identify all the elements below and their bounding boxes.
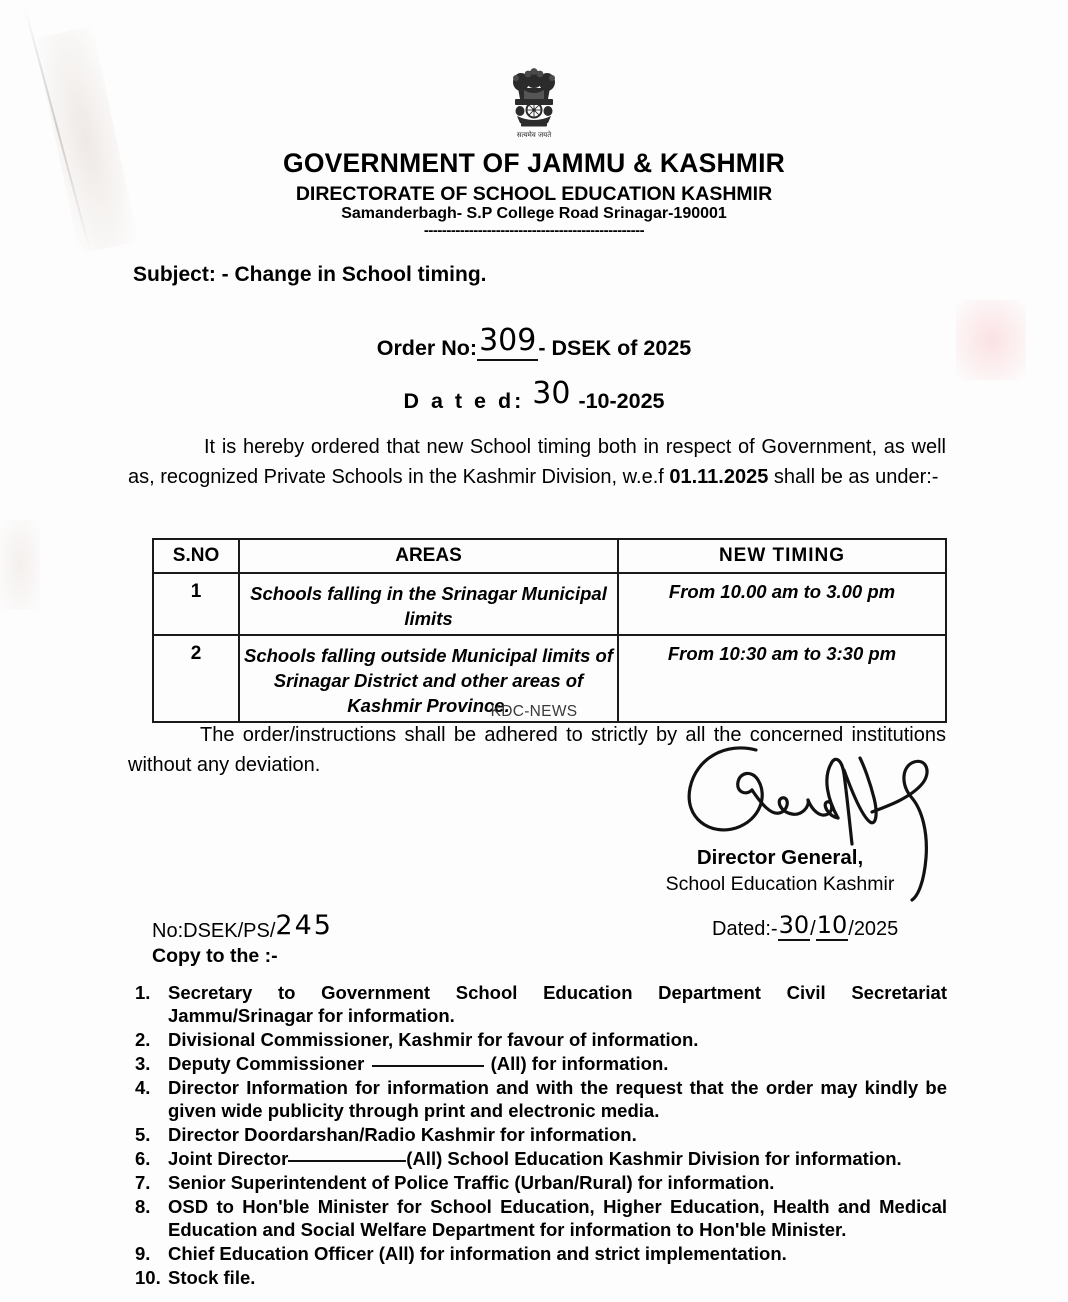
list-item-number: 3. [135,1053,151,1074]
emblem-motto-text: सत्यमेव जयते [516,131,552,139]
office-address: Samanderbagh- S.P College Road Srinagar-190001 [341,205,727,222]
signatory-department: School Education Kashmir [665,873,895,895]
directorate-title: DIRECTORATE OF SCHOOL EDUCATION KASHMIR [295,183,773,205]
order-number-handwritten-value: 309 [477,323,538,361]
reference-number-handwritten-value: 245 [275,910,333,941]
list-item [135,1123,947,1146]
list-item [135,981,947,1027]
order-body-text-part2: shall be as under:- [768,466,939,488]
list-item-text-after: (All) School Education Kashmir Division for information. [406,1148,902,1169]
list-item-text: OSD to Hon'ble Minister for School Education, Higher Education, Health and Medical Education and Social Welfare Department for information to Hon'ble Minister. [168,1196,947,1240]
reference-number-line [152,910,333,944]
reference-date-day: 30 [778,911,810,939]
order-date-rest: -10-2025 [578,389,665,413]
list-item-text: Divisional Commissioner, Kashmir for favour of information. [168,1029,699,1050]
fill-in-blank [372,1065,484,1067]
order-date-label: D a t e d: [403,389,525,413]
table-cell-sno: 1 [153,573,239,635]
government-title: GOVERNMENT OF JAMMU & KASHMIR [283,148,785,178]
list-item [135,1052,947,1075]
table-cell-sno: 2 [153,635,239,722]
order-body-paragraph [128,432,946,492]
table-header-row [153,539,946,573]
table-row [153,573,946,635]
scan-smudge-bottomleft-artifact [0,520,40,610]
school-timing-table [152,538,947,723]
table-cell-timing: From 10:30 am to 3:30 pm [618,635,946,722]
list-item-number: 6. [135,1148,151,1169]
reference-number-prefix: No:DSEK/PS/ [152,920,276,942]
list-item [135,1028,947,1051]
table-header-new-timing: NEW TIMING [618,539,946,573]
list-item-number: 8. [135,1196,151,1217]
reference-date-separator-1: / [810,918,816,940]
list-item [135,1147,947,1170]
reference-date-prefix: Dated:- [712,918,778,940]
signatory-title: Director General, [696,846,864,869]
copy-distribution-list [135,981,947,1290]
closing-paragraph-text: The order/instructions shall be adhered to strictly by all the concerned institutions without any deviation. [128,724,946,776]
list-item-number: 9. [135,1243,151,1264]
list-item-text-after: (All) for information. [485,1053,669,1074]
order-effective-date: 01.11.2025 [669,466,769,488]
emblem-container [0,66,1068,145]
list-item-text: Senior Superintendent of Police Traffic (Urban/Rural) for information. [168,1172,775,1193]
table-cell-timing: From 10.00 am to 3.00 pm [618,573,946,635]
copy-to-label: Copy to the :- [152,945,278,967]
list-item [135,1171,947,1194]
table-cell-areas: Schools falling outside Municipal limits of Srinagar District and other areas of Kashmir Province. [239,635,618,722]
order-date-day-handwritten: 30 [532,376,571,411]
list-item [135,1076,947,1122]
order-number-suffix: - DSEK of 2025 [538,336,692,360]
order-body-text-part1: It is hereby ordered that new School timing both in respect of Government, as well as, recognized Private Schools in the Kashmir Division, w.e.f [128,436,946,488]
order-number-prefix: Order No: [376,336,478,360]
table-cell-areas: Schools falling in the Srinagar Municipal limits [239,573,618,635]
list-item [135,1242,947,1265]
list-item-number: 10. [135,1267,161,1288]
list-item-text: Stock file. [168,1267,256,1288]
list-item-number: 1. [135,982,151,1003]
fill-in-blank [288,1160,406,1162]
order-date-line [0,376,1068,416]
closing-paragraph [128,720,946,780]
list-item-number: 2. [135,1029,151,1050]
list-item-text: Director Doordarshan/Radio Kashmir for information. [168,1124,637,1145]
list-item-number: 5. [135,1124,151,1145]
list-item [135,1195,947,1241]
list-item-text-before: Joint Director [168,1148,289,1169]
list-item [135,1266,947,1289]
reference-date-separator-2: / [848,918,854,940]
ashoka-lion-capital-emblem-icon [504,66,564,145]
subject-line: Subject: - Change in School timing. [133,263,487,286]
reference-date-line [712,913,898,941]
header-divider-rule: ------------------------------------------------- [423,222,645,239]
list-item-text: Director Information for information and with the request that the order may kindly be given wide publicity through print and electronic media. [168,1077,947,1121]
kdc-news-watermark: KDC-NEWS [490,703,578,720]
list-item-text-before: Deputy Commissioner [168,1053,370,1074]
reference-date-year: 2025 [853,918,899,940]
reference-date-month: 10 [816,911,848,939]
list-item-number: 7. [135,1172,151,1193]
order-number-line [0,323,1068,363]
list-item-text: Secretary to Government School Education Department Civil Secretariat Jammu/Srinagar for information. [168,982,947,1026]
list-item-number: 4. [135,1077,151,1098]
table-header-sno: S.NO [153,539,239,573]
table-header-areas: AREAS [239,539,618,573]
list-item-text: Chief Education Officer (All) for information and strict implementation. [168,1243,787,1264]
